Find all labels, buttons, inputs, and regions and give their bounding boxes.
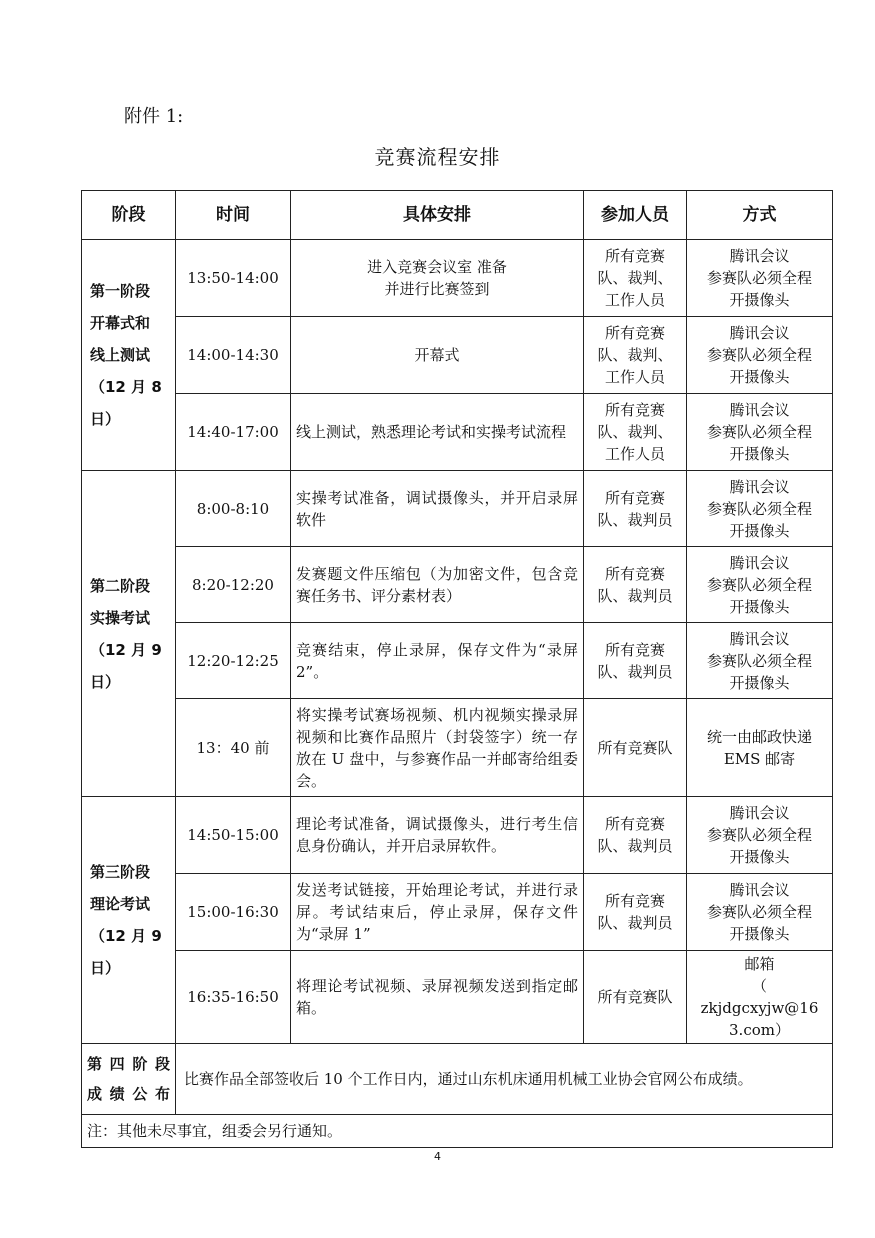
note-row xyxy=(82,1115,833,1148)
detail-cell: 竞赛结束，停止录屏，保存文件为“录屏 2”。 xyxy=(291,623,584,699)
stage-label-line: （12 月 9 xyxy=(90,927,162,945)
method-line: 参赛队必须全程 xyxy=(706,903,812,921)
time-cell: 16:35-16:50 xyxy=(176,951,291,1044)
detail-cell xyxy=(291,240,584,317)
stage-label-line: 第二阶段 xyxy=(90,576,151,595)
time-cell: 13：40 前 xyxy=(176,699,291,797)
stage4-label xyxy=(82,1044,176,1115)
header-stage: 阶段 xyxy=(82,191,176,240)
detail-cell: 将实操考试赛场视频、机内视频实操录屏视频和比赛作品照片（封袋签字）统一存放在 U 盘中，与参赛作品一并邮寄给组委会。 xyxy=(291,699,584,797)
method-line: 开摄像头 xyxy=(729,925,790,943)
people-line: 所有竞赛 xyxy=(604,324,665,342)
method-cell xyxy=(687,317,833,394)
method-cell xyxy=(687,547,833,623)
stage-label-line: 线上测试 xyxy=(90,346,151,364)
stage-label-line: 理论考试 xyxy=(90,895,151,913)
schedule-table xyxy=(81,190,833,1148)
method-line: 开摄像头 xyxy=(729,673,790,692)
detail-cell: 发送考试链接，开始理论考试，并进行录屏。考试结束后，停止录屏，保存文件为“录屏 1” xyxy=(291,874,584,951)
people-line: 队、裁判、 xyxy=(597,346,673,364)
people-line: 队、裁判员 xyxy=(597,586,673,605)
people-cell xyxy=(584,797,687,874)
stage4-detail: 比赛作品全部签收后 10 个工作日内，通过山东机床通用机械工业协会官网公布成绩。 xyxy=(176,1044,833,1115)
table-row xyxy=(82,394,833,471)
attachment-label: 附件 1: xyxy=(124,106,184,127)
stage-label-line: 日） xyxy=(90,959,121,977)
note-cell: 注：其他未尽事宜，组委会另行通知。 xyxy=(82,1115,833,1148)
detail-cell: 发赛题文件压缩包（为加密文件，包含竞赛任务书、评分素材表） xyxy=(291,547,584,623)
method-cell xyxy=(687,623,833,699)
people-line: 所有竞赛 xyxy=(604,488,665,507)
stage3-label xyxy=(82,797,176,1044)
method-line: 邮箱 xyxy=(744,955,775,973)
method-line: 3.com） xyxy=(729,1021,790,1039)
detail-line: 进入竞赛会议室 准备 xyxy=(367,258,507,276)
people-cell xyxy=(584,471,687,547)
table-row xyxy=(82,951,833,1044)
people-cell xyxy=(584,240,687,317)
people-cell xyxy=(584,317,687,394)
people-cell xyxy=(584,623,687,699)
page-title: 竞赛流程安排 xyxy=(374,145,501,169)
method-cell xyxy=(687,874,833,951)
method-line: 腾讯会议 xyxy=(729,629,790,648)
people-line: 所有竞赛 xyxy=(604,815,665,833)
people-cell xyxy=(584,547,687,623)
method-line: 开摄像头 xyxy=(729,368,790,386)
method-cell xyxy=(687,951,833,1044)
header-people: 参加人员 xyxy=(584,191,687,240)
people-line: 队、裁判员 xyxy=(597,837,673,855)
people-line: 队、裁判、 xyxy=(597,269,673,287)
method-cell xyxy=(687,797,833,874)
people-line: 所有竞赛 xyxy=(604,640,665,659)
header-detail: 具体安排 xyxy=(291,191,584,240)
time-cell: 13:50-14:00 xyxy=(176,240,291,317)
method-line: 腾讯会议 xyxy=(729,553,790,572)
table-row xyxy=(82,547,833,623)
stage-label-line: 开幕式和 xyxy=(90,314,151,332)
method-line: 开摄像头 xyxy=(729,291,790,309)
method-cell xyxy=(687,471,833,547)
time-cell: 14:40-17:00 xyxy=(176,394,291,471)
table-row xyxy=(82,1044,833,1115)
people-line: 工作人员 xyxy=(604,445,665,463)
people-line: 所有竞赛 xyxy=(604,564,665,583)
method-line: 参赛队必须全程 xyxy=(706,499,812,518)
detail-cell: 开幕式 xyxy=(291,317,584,394)
method-line: 开摄像头 xyxy=(729,848,790,866)
detail-cell: 实操考试准备，调试摄像头，并开启录屏软件 xyxy=(291,471,584,547)
table-row xyxy=(82,797,833,874)
stage1-label xyxy=(82,240,176,471)
people-line: 工作人员 xyxy=(604,291,665,309)
time-cell: 14:00-14:30 xyxy=(176,317,291,394)
people-line: 队、裁判员 xyxy=(597,914,673,932)
table-row xyxy=(82,240,833,317)
detail-line: 并进行比赛签到 xyxy=(384,280,490,298)
people-cell: 所有竞赛队 xyxy=(584,951,687,1044)
people-line: 队、裁判员 xyxy=(597,662,673,681)
detail-cell: 线上测试，熟悉理论考试和实操考试流程 xyxy=(291,394,584,471)
method-cell xyxy=(687,240,833,317)
people-cell xyxy=(584,394,687,471)
method-line: 腾讯会议 xyxy=(729,247,790,265)
table-header-row xyxy=(82,191,833,240)
stage-label-line: 第 四 阶 段 xyxy=(87,1055,170,1073)
people-cell: 所有竞赛队 xyxy=(584,699,687,797)
method-cell xyxy=(687,699,833,797)
method-line: 开摄像头 xyxy=(729,597,790,616)
stage-label-line: 日） xyxy=(90,410,121,428)
table-row xyxy=(82,874,833,951)
people-cell xyxy=(584,874,687,951)
stage-label-line: （12 月 8 xyxy=(90,378,162,396)
method-line: 开摄像头 xyxy=(729,521,790,540)
stage-label-line: 第一阶段 xyxy=(90,282,151,300)
method-line: 参赛队必须全程 xyxy=(706,651,812,670)
people-line: 队、裁判、 xyxy=(597,423,673,441)
people-line: 所有竞赛 xyxy=(604,892,665,910)
stage-label-line: 第三阶段 xyxy=(90,863,151,881)
people-line: 所有竞赛 xyxy=(604,247,665,265)
header-method: 方式 xyxy=(687,191,833,240)
method-line: 腾讯会议 xyxy=(729,477,790,496)
people-line: 工作人员 xyxy=(604,368,665,386)
table-row xyxy=(82,623,833,699)
page-number: 4 xyxy=(434,1150,441,1163)
detail-cell: 将理论考试视频、录屏视频发送到指定邮箱。 xyxy=(291,951,584,1044)
people-line: 所有竞赛 xyxy=(604,401,665,419)
method-line: 腾讯会议 xyxy=(729,324,790,342)
method-line: 参赛队必须全程 xyxy=(706,269,812,287)
detail-cell: 理论考试准备，调试摄像头，进行考生信息身份确认，并开启录屏软件。 xyxy=(291,797,584,874)
method-line: 参赛队必须全程 xyxy=(706,423,812,441)
table-row xyxy=(82,317,833,394)
people-line: 队、裁判员 xyxy=(597,510,673,529)
stage-label-line: 日） xyxy=(90,672,121,691)
method-line: 统一由邮政快递 xyxy=(706,727,812,746)
time-cell: 12:20-12:25 xyxy=(176,623,291,699)
time-cell: 8:20-12:20 xyxy=(176,547,291,623)
method-line: 参赛队必须全程 xyxy=(706,826,812,844)
table-row xyxy=(82,699,833,797)
time-cell: 15:00-16:30 xyxy=(176,874,291,951)
method-line: （ zkjdgcxyjw@16 xyxy=(700,977,819,1017)
method-line: 腾讯会议 xyxy=(729,881,790,899)
method-line: 开摄像头 xyxy=(729,445,790,463)
table-row xyxy=(82,471,833,547)
header-time: 时间 xyxy=(176,191,291,240)
method-line: 腾讯会议 xyxy=(729,804,790,822)
stage-label-line: 实操考试 xyxy=(90,608,151,627)
stage-label-line: 成绩公布 xyxy=(87,1085,170,1103)
time-cell: 8:00-8:10 xyxy=(176,471,291,547)
method-line: 参赛队必须全程 xyxy=(706,575,812,594)
stage2-label xyxy=(82,471,176,797)
time-cell: 14:50-15:00 xyxy=(176,797,291,874)
method-cell xyxy=(687,394,833,471)
method-line: EMS 邮寄 xyxy=(723,749,796,768)
method-line: 参赛队必须全程 xyxy=(706,346,812,364)
stage-label-line: （12 月 9 xyxy=(90,640,162,659)
method-line: 腾讯会议 xyxy=(729,401,790,419)
